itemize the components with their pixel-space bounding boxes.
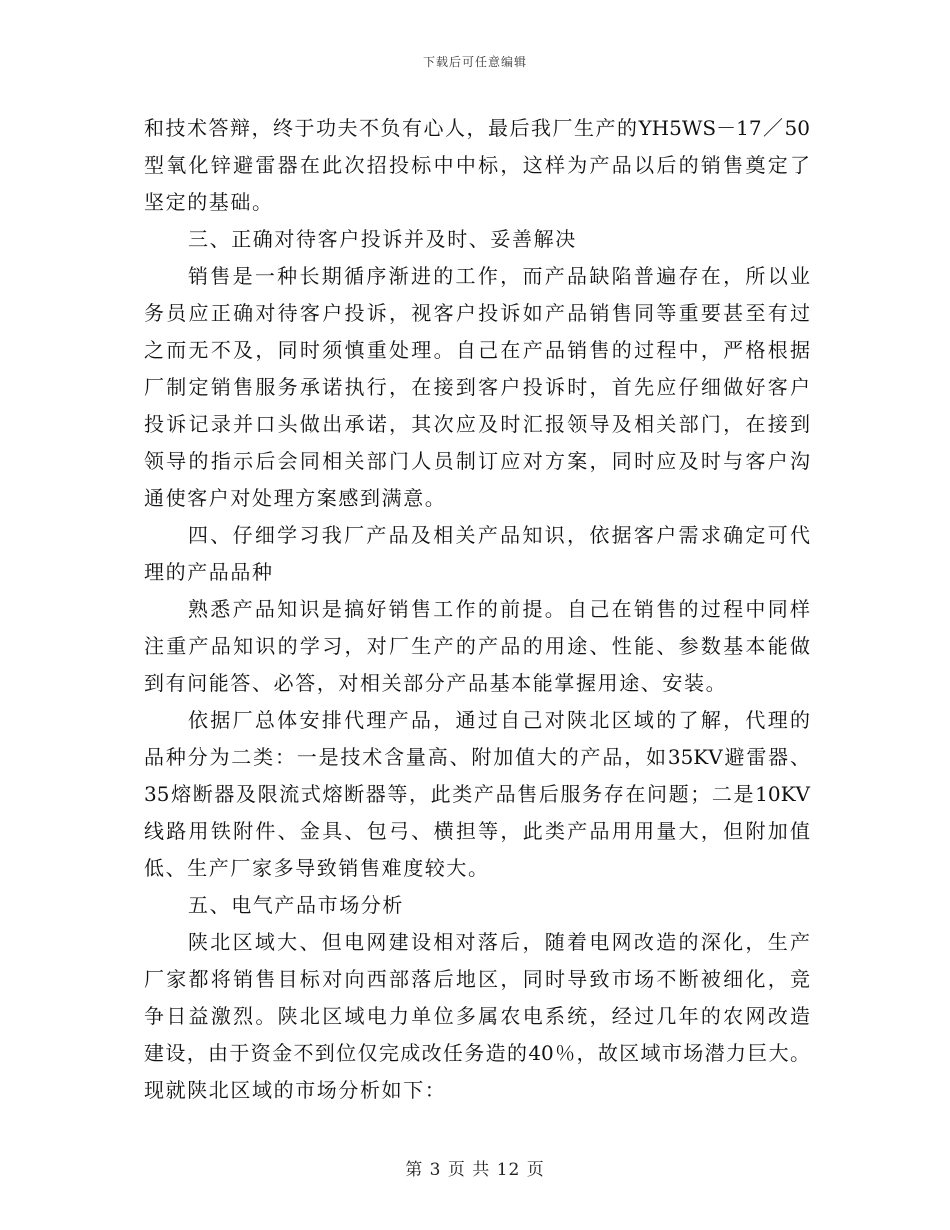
heading-section-5 (144, 887, 810, 924)
text-line: 熟悉产品知识是搞好销售工作的前提。自己在销售的过程中同样 (188, 597, 810, 621)
page-footer: 第 3 页 共 12 页 (405, 1160, 545, 1180)
text-line: 建设，由于资金不到位仅完成改任务造的40％，故区域市场潜力巨大。 (144, 1041, 810, 1065)
paragraph-product-knowledge (144, 591, 810, 702)
text-line: 通使客户对处理方案感到满意。 (144, 486, 447, 510)
text-line: 35熔断器及限流式熔断器等，此类产品售后服务存在问题；二是10KV (144, 782, 810, 806)
document-body (144, 110, 810, 1109)
text-line: 依据厂总体安排代理产品，通过自己对陕北区域的了解，代理的 (188, 708, 810, 732)
heading-section-3 (144, 221, 810, 258)
text-line: 到有问能答、必答，对相关部分产品基本能掌握用途、安装。 (144, 671, 728, 695)
text-line: 和技术答辩，终于功夫不负有心人，最后我厂生产的YH5WS－17／50 (144, 116, 810, 140)
text-line: 领导的指示后会同相关部门人员制订应对方案，同时应及时与客户沟 (144, 449, 810, 473)
text-line: 现就陕北区域的市场分析如下： (144, 1078, 447, 1102)
text-line: 三、正确对待客户投诉并及时、妥善解决 (188, 227, 577, 251)
text-line: 投诉记录并口头做出承诺，其次应及时汇报领导及相关部门，在接到 (144, 412, 810, 436)
text-line: 销售是一种长期循序渐进的工作，而产品缺陷普遍存在，所以业 (188, 264, 810, 288)
text-line: 低、生产厂家多导致销售难度较大。 (144, 856, 490, 880)
text-line: 务员应正确对待客户投诉，视客户投诉如产品销售同等重要甚至有过 (144, 301, 810, 325)
text-line: 注重产品知识的学习，对厂生产的产品的用途、性能、参数基本能做 (144, 634, 810, 658)
text-line: 之而无不及，同时须慎重处理。自己在产品销售的过程中，严格根据 (144, 338, 810, 362)
page-header: 下载后可任意编辑 (422, 55, 527, 69)
text-line: 线路用铁附件、金具、包弓、横担等，此类产品用用量大，但附加值 (144, 819, 810, 843)
text-line: 坚定的基础。 (144, 190, 274, 214)
text-line: 品种分为二类：一是技术含量高、附加值大的产品，如35KV避雷器、 (144, 745, 810, 769)
paragraph-market-analysis (144, 924, 810, 1109)
paragraph-complaints (144, 258, 810, 517)
text-line: 理的产品品种 (144, 560, 274, 584)
heading-section-4 (144, 517, 810, 591)
text-line: 争日益激烈。陕北区域电力单位多属农电系统，经过几年的农网改造 (144, 1004, 810, 1028)
text-line: 五、电气产品市场分析 (188, 893, 404, 917)
paragraph-agency-products (144, 702, 810, 887)
text-line: 厂制定销售服务承诺执行，在接到客户投诉时，首先应仔细做好客户 (144, 375, 810, 399)
paragraph-bidding-conclusion (144, 110, 810, 221)
text-line: 陕北区域大、但电网建设相对落后，随着电网改造的深化，生产 (188, 930, 810, 954)
text-line: 四、仔细学习我厂产品及相关产品知识，依据客户需求确定可代 (188, 523, 810, 547)
text-line: 型氧化锌避雷器在此次招投标中中标，这样为产品以后的销售奠定了 (144, 153, 810, 177)
text-line: 厂家都将销售目标对向西部落后地区，同时导致市场不断被细化，竞 (144, 967, 810, 991)
